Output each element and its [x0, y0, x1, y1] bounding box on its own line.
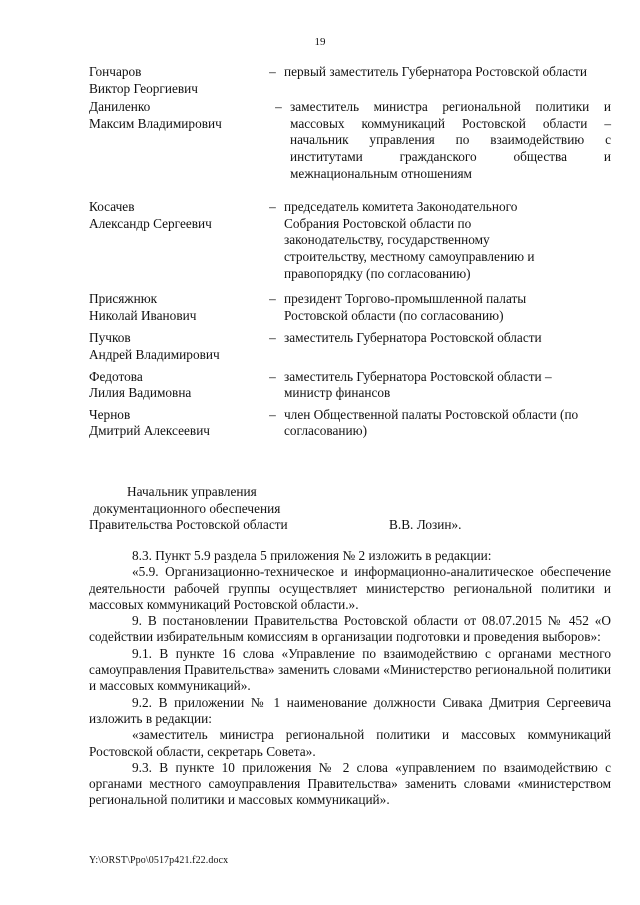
member-surname: Косачев: [89, 199, 135, 215]
member-row: [89, 369, 611, 402]
paragraph: 9. В постановлении Правительства Ростовской области от 08.07.2015 № 452 «О содействии избирательным комиссиям в организации подготовки и проведения выборов»:: [89, 613, 611, 645]
signature-signer: В.В. Лозин».: [389, 517, 462, 533]
member-given-names: Андрей Владимирович: [89, 346, 220, 362]
member-given-names: Максим Владимирович: [89, 115, 222, 131]
member-surname: Даниленко: [89, 99, 151, 115]
member-name: [89, 99, 261, 182]
member-role: заместитель Губернатора Ростовской области: [284, 330, 542, 346]
member-row: [89, 330, 611, 363]
paragraph: «заместитель министра региональной политики и массовых коммуникаций Ростовской области, секретарь Совета».: [89, 727, 611, 759]
member-surname: Гончаров: [89, 64, 142, 79]
member-surname: Федотова: [89, 368, 143, 384]
member-role: первый заместитель Губернатора Ростовской области: [284, 64, 587, 79]
member-row: [89, 407, 611, 440]
member-name: [89, 407, 261, 440]
member-row: [89, 99, 611, 182]
member-dash: –: [269, 199, 276, 215]
paragraph: 9.1. В пункте 16 слова «Управление по взаимодействию с органами местного самоуправления Правительства» заменить словами «Министерство региональной политики и массовых коммуникаций».: [89, 645, 611, 694]
member-given-names: Лилия Вадимовна: [89, 385, 192, 401]
amendments-text: [89, 548, 611, 809]
member-role: член Общественной палаты Ростовской области (по согласованию): [284, 406, 579, 439]
signature-block: [89, 484, 611, 534]
member-dash: –: [269, 368, 276, 384]
member-role: заместитель Губернатора Ростовской области – министр финансов: [284, 368, 552, 401]
member-surname: Пучков: [89, 330, 131, 346]
member-row: [89, 199, 611, 282]
member-name: [89, 64, 261, 97]
member-dash: –: [269, 406, 276, 422]
member-given-names: Александр Сергеевич: [89, 215, 212, 231]
signature-title-line1: Начальник управления: [127, 484, 257, 499]
member-row: [89, 291, 611, 324]
member-name: [89, 330, 261, 363]
member-dash: –: [269, 330, 276, 346]
member-dash: –: [269, 64, 276, 79]
member-role: председатель комитета Законодательного Собрания Ростовской области по законодательству, государственному строительству, местному самоуправлению и правопорядку (по согласованию): [284, 199, 535, 281]
signature-title-line2: документационного обеспечения: [93, 500, 281, 516]
paragraph: 9.3. В пункте 10 приложения № 2 слова «управлением по взаимодействию с органами местного самоуправления Правительства» заменить словами «министерством региональной политики и массовых коммуникаций».: [89, 759, 611, 808]
member-role: заместитель министра региональной политики и массовых коммуникаций Ростовской области – начальник управления по взаимодействию с институтами гражданского общества и межнациональным отношениям: [290, 99, 611, 181]
member-dash: –: [269, 291, 276, 307]
paragraph: 8.3. Пункт 5.9 раздела 5 приложения № 2 изложить в редакции:: [132, 548, 492, 563]
member-row: [89, 64, 611, 97]
member-given-names: Дмитрий Алексеевич: [89, 423, 210, 439]
signature-title-line3: Правительства Ростовской области: [89, 517, 288, 533]
member-name: [89, 369, 261, 402]
member-name: [89, 291, 261, 324]
page-number: 19: [314, 36, 326, 48]
paragraph: 9.2. В приложении № 1 наименование должности Сивака Дмитрия Сергеевича изложить в редакции:: [89, 694, 611, 726]
paragraph: «5.9. Организационно-техническое и информационно-аналитическое обеспечение деятельности рабочей группы осуществляет министерство региональной политики и массовых коммуникаций Ростовской области.».: [89, 564, 611, 612]
member-given-names: Николай Иванович: [89, 307, 197, 323]
member-surname: Чернов: [89, 406, 131, 422]
member-surname: Присяжнюк: [89, 291, 158, 307]
members-list: [89, 64, 611, 440]
member-role: президент Торгово-промышленной палаты Ростовской области (по согласованию): [284, 291, 527, 323]
signature-title-line3-row: [89, 517, 611, 534]
member-name: [89, 199, 261, 282]
member-dash: –: [275, 99, 282, 115]
file-path-footer: Y:\ORST\Ppo\0517p421.f22.docx: [89, 855, 229, 866]
member-given-names: Виктор Георгиевич: [89, 80, 198, 96]
